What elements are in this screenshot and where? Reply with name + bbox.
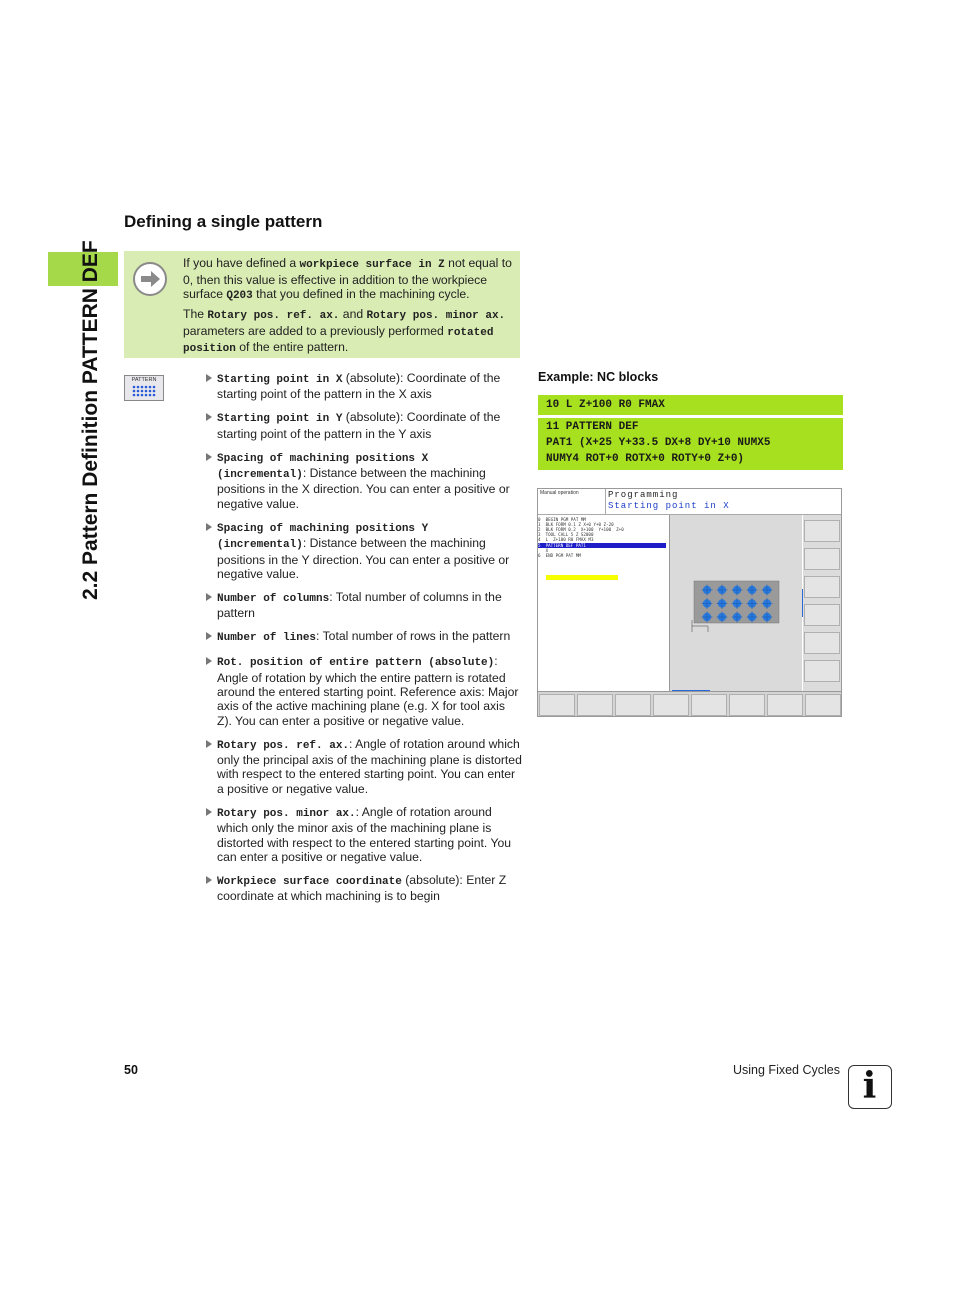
note-text: of the entire pattern.	[235, 340, 349, 355]
softkey-grid-dot	[133, 390, 136, 393]
softkey-grid-dot	[141, 394, 144, 397]
program-line[interactable]: 3 TOOL CALL 5 Z S2000	[538, 532, 594, 538]
softkey-grid-dot	[141, 386, 144, 389]
note-text: not equal to 0, then this value is effective in addition to the workpiece surface	[183, 256, 512, 302]
pattern-holes	[702, 585, 773, 623]
softkey[interactable]	[539, 694, 575, 716]
parameter-code: Number of columns	[217, 592, 330, 605]
parameter-text: : Distance between the machining positions in the Y direction. You can enter a positive or negative value.	[217, 536, 510, 581]
bullet-triangle-icon	[206, 632, 212, 640]
vertical-softkey[interactable]	[804, 576, 840, 598]
parameter-code: Workpiece surface coordinate	[217, 875, 402, 888]
bullet-triangle-icon	[206, 657, 212, 665]
chapter-side-title: 2.2 Pattern Definition PATTERN DEF	[79, 240, 102, 600]
vertical-softkey-bar	[803, 515, 841, 691]
horizontal-softkey-bar	[538, 691, 842, 717]
note-text: parameters are added to a previously performed	[183, 323, 448, 338]
nc-block-11	[538, 418, 843, 470]
parameter-item	[204, 629, 522, 645]
softkey-grid-dot	[137, 390, 140, 393]
softkey-grid-dot	[137, 394, 140, 397]
program-line[interactable]: X	[538, 547, 549, 553]
bullet-triangle-icon	[206, 593, 212, 601]
program-line[interactable]: 5 PATTERN DEF PAT1	[538, 543, 666, 548]
note-text: If you have defined a	[183, 256, 300, 270]
softkey[interactable]	[729, 694, 765, 716]
parameter-item	[204, 520, 522, 582]
control-screen	[537, 488, 842, 717]
softkey[interactable]	[615, 694, 651, 716]
graphic-pane	[669, 515, 802, 691]
softkey-grid-dot	[153, 390, 156, 393]
info-glyph: i	[862, 1065, 877, 1107]
note-code: Rotary pos. ref. ax.	[207, 310, 340, 322]
program-line[interactable]: 1 BLK FORM 0.1 Z X+0 Y+0 Z-20	[538, 522, 614, 528]
parameter-item	[204, 590, 522, 621]
softkey[interactable]	[767, 694, 803, 716]
chapter-name: Using Fixed Cycles	[733, 1063, 840, 1077]
softkey-grid-dot	[141, 390, 144, 393]
parameter-item	[204, 371, 522, 402]
program-pane	[538, 515, 669, 691]
softkey[interactable]	[805, 694, 841, 716]
note-code: Rotary pos. minor ax.	[366, 310, 506, 322]
parameter-text: : Angle of rotation by which the entire pattern is rotated around the entered starting point. Reference axis: Major axis of the active machining plane (e.g. X for tool axis Z). You can enter a positive or negative value.	[217, 654, 519, 728]
page-number: 50	[124, 1063, 138, 1077]
bullet-triangle-icon	[206, 523, 212, 531]
parameter-code: Starting point in X	[217, 374, 343, 386]
bullet-triangle-icon	[206, 876, 212, 884]
softkey-grid-dot	[149, 390, 152, 393]
example-title: Example: NC blocks	[538, 370, 659, 384]
program-input-field[interactable]	[546, 575, 618, 580]
screen-prompt: Starting point in X	[608, 501, 730, 511]
nc-line: NUMY4 ROT+0 ROTX+0 ROTY+0 Z+0)	[546, 453, 745, 465]
softkey-grid-dot	[145, 386, 148, 389]
parameter-code: Rotary pos. minor ax.	[217, 807, 356, 820]
parameter-text: : Angle of rotation around which only the principal axis of the machining plane is distorted with respect to the entered starting point. You can enter a positive or negative value.	[217, 736, 522, 796]
note-code: Q203	[226, 290, 253, 303]
parameter-item	[204, 873, 522, 904]
parameter-item	[204, 410, 522, 441]
bullet-triangle-icon	[206, 453, 212, 461]
note-code: workpiece surface in Z	[299, 259, 445, 271]
softkey-grid-dot	[133, 394, 136, 397]
bullet-triangle-icon	[206, 808, 212, 816]
parameter-item	[204, 654, 522, 728]
program-line[interactable]: 0 BEGIN PGM PAT MM	[538, 517, 586, 522]
parameter-code: Starting point in Y	[217, 413, 343, 426]
note-text: that you defined in the machining cycle.	[252, 287, 470, 302]
screen-mode-label: Manual operation	[540, 490, 579, 496]
program-line[interactable]: 4 L Z+100 R0 FMAX M3	[538, 537, 594, 543]
softkey[interactable]	[691, 694, 727, 716]
parameter-item	[204, 450, 522, 512]
program-line[interactable]: 2 BLK FORM 0.2 X+100 Y+100 Z+0	[538, 527, 624, 533]
parameter-code: Number of lines	[217, 632, 317, 645]
nc-line: 11 PATTERN DEF	[546, 421, 639, 433]
note-text: The	[183, 307, 208, 321]
note-paragraph-1	[183, 256, 515, 304]
parameter-item	[204, 805, 522, 865]
vertical-softkey[interactable]	[804, 660, 840, 682]
bullet-triangle-icon	[206, 413, 212, 421]
softkey-grid-dot	[149, 386, 152, 389]
parameter-text: (absolute): Coordinate of the starting point of the pattern in the X axis	[217, 371, 501, 402]
softkey-grid-dot	[145, 394, 148, 397]
parameter-text: : Angle of rotation around which only the minor axis of the machining plane is distorted with respect to the entered starting point. You can enter a positive or negative value.	[217, 804, 512, 864]
vertical-softkey[interactable]	[804, 632, 840, 654]
bullet-triangle-icon	[206, 740, 212, 748]
arrow-right-icon	[133, 262, 167, 296]
parameter-text: (absolute): Enter Z coordinate at which machining is to begin	[217, 872, 507, 904]
pattern-softkey-icon[interactable]	[124, 375, 164, 401]
parameter-code: Spacing of machining positions X (incremental)	[217, 452, 429, 482]
softkey-grid-dot	[153, 394, 156, 397]
parameter-text: (absolute): Coordinate of the starting point of the pattern in the Y axis	[217, 410, 501, 441]
softkey-grid-dot	[145, 390, 148, 393]
softkey-grid-dot	[137, 386, 140, 389]
parameter-code: Spacing of machining positions Y (incremental)	[217, 522, 429, 552]
bullet-triangle-icon	[206, 374, 212, 382]
vertical-softkey[interactable]	[804, 604, 840, 626]
softkey-grid-dot	[149, 394, 152, 397]
vertical-softkey[interactable]	[804, 548, 840, 570]
nc-block-10	[538, 395, 843, 415]
note-paragraph-2	[183, 307, 515, 357]
parameter-text: : Distance between the machining positions in the X direction. You can enter a positive or negative value.	[217, 466, 510, 511]
parameter-code: Rot. position of entire pattern (absolute)	[217, 657, 495, 670]
parameter-text: : Total number of rows in the pattern	[316, 629, 511, 644]
softkey[interactable]	[577, 694, 613, 716]
note-code: rotated position	[183, 326, 494, 356]
parameter-item	[204, 737, 522, 797]
section-title: Defining a single pattern	[124, 212, 323, 231]
parameter-code: Rotary pos. ref. ax.	[217, 739, 350, 752]
nc-line: PAT1 (X+25 Y+33.5 DX+8 DY+10 NUMX5	[546, 437, 771, 449]
note-text: and	[339, 307, 367, 321]
softkey-grid-dot	[153, 386, 156, 389]
screen-title: Programming	[608, 490, 679, 500]
program-line[interactable]: 6 END PGM PAT MM	[538, 552, 581, 558]
softkey-grid-dot	[133, 386, 136, 389]
vertical-softkey[interactable]	[804, 520, 840, 542]
parameter-list	[204, 371, 522, 912]
pattern-softkey-label: PATTERN	[131, 377, 157, 383]
parameter-text: : Total number of columns in the pattern	[217, 589, 502, 621]
info-icon	[848, 1065, 892, 1109]
softkey[interactable]	[653, 694, 689, 716]
nc-line: 10 L Z+100 R0 FMAX	[546, 399, 665, 411]
